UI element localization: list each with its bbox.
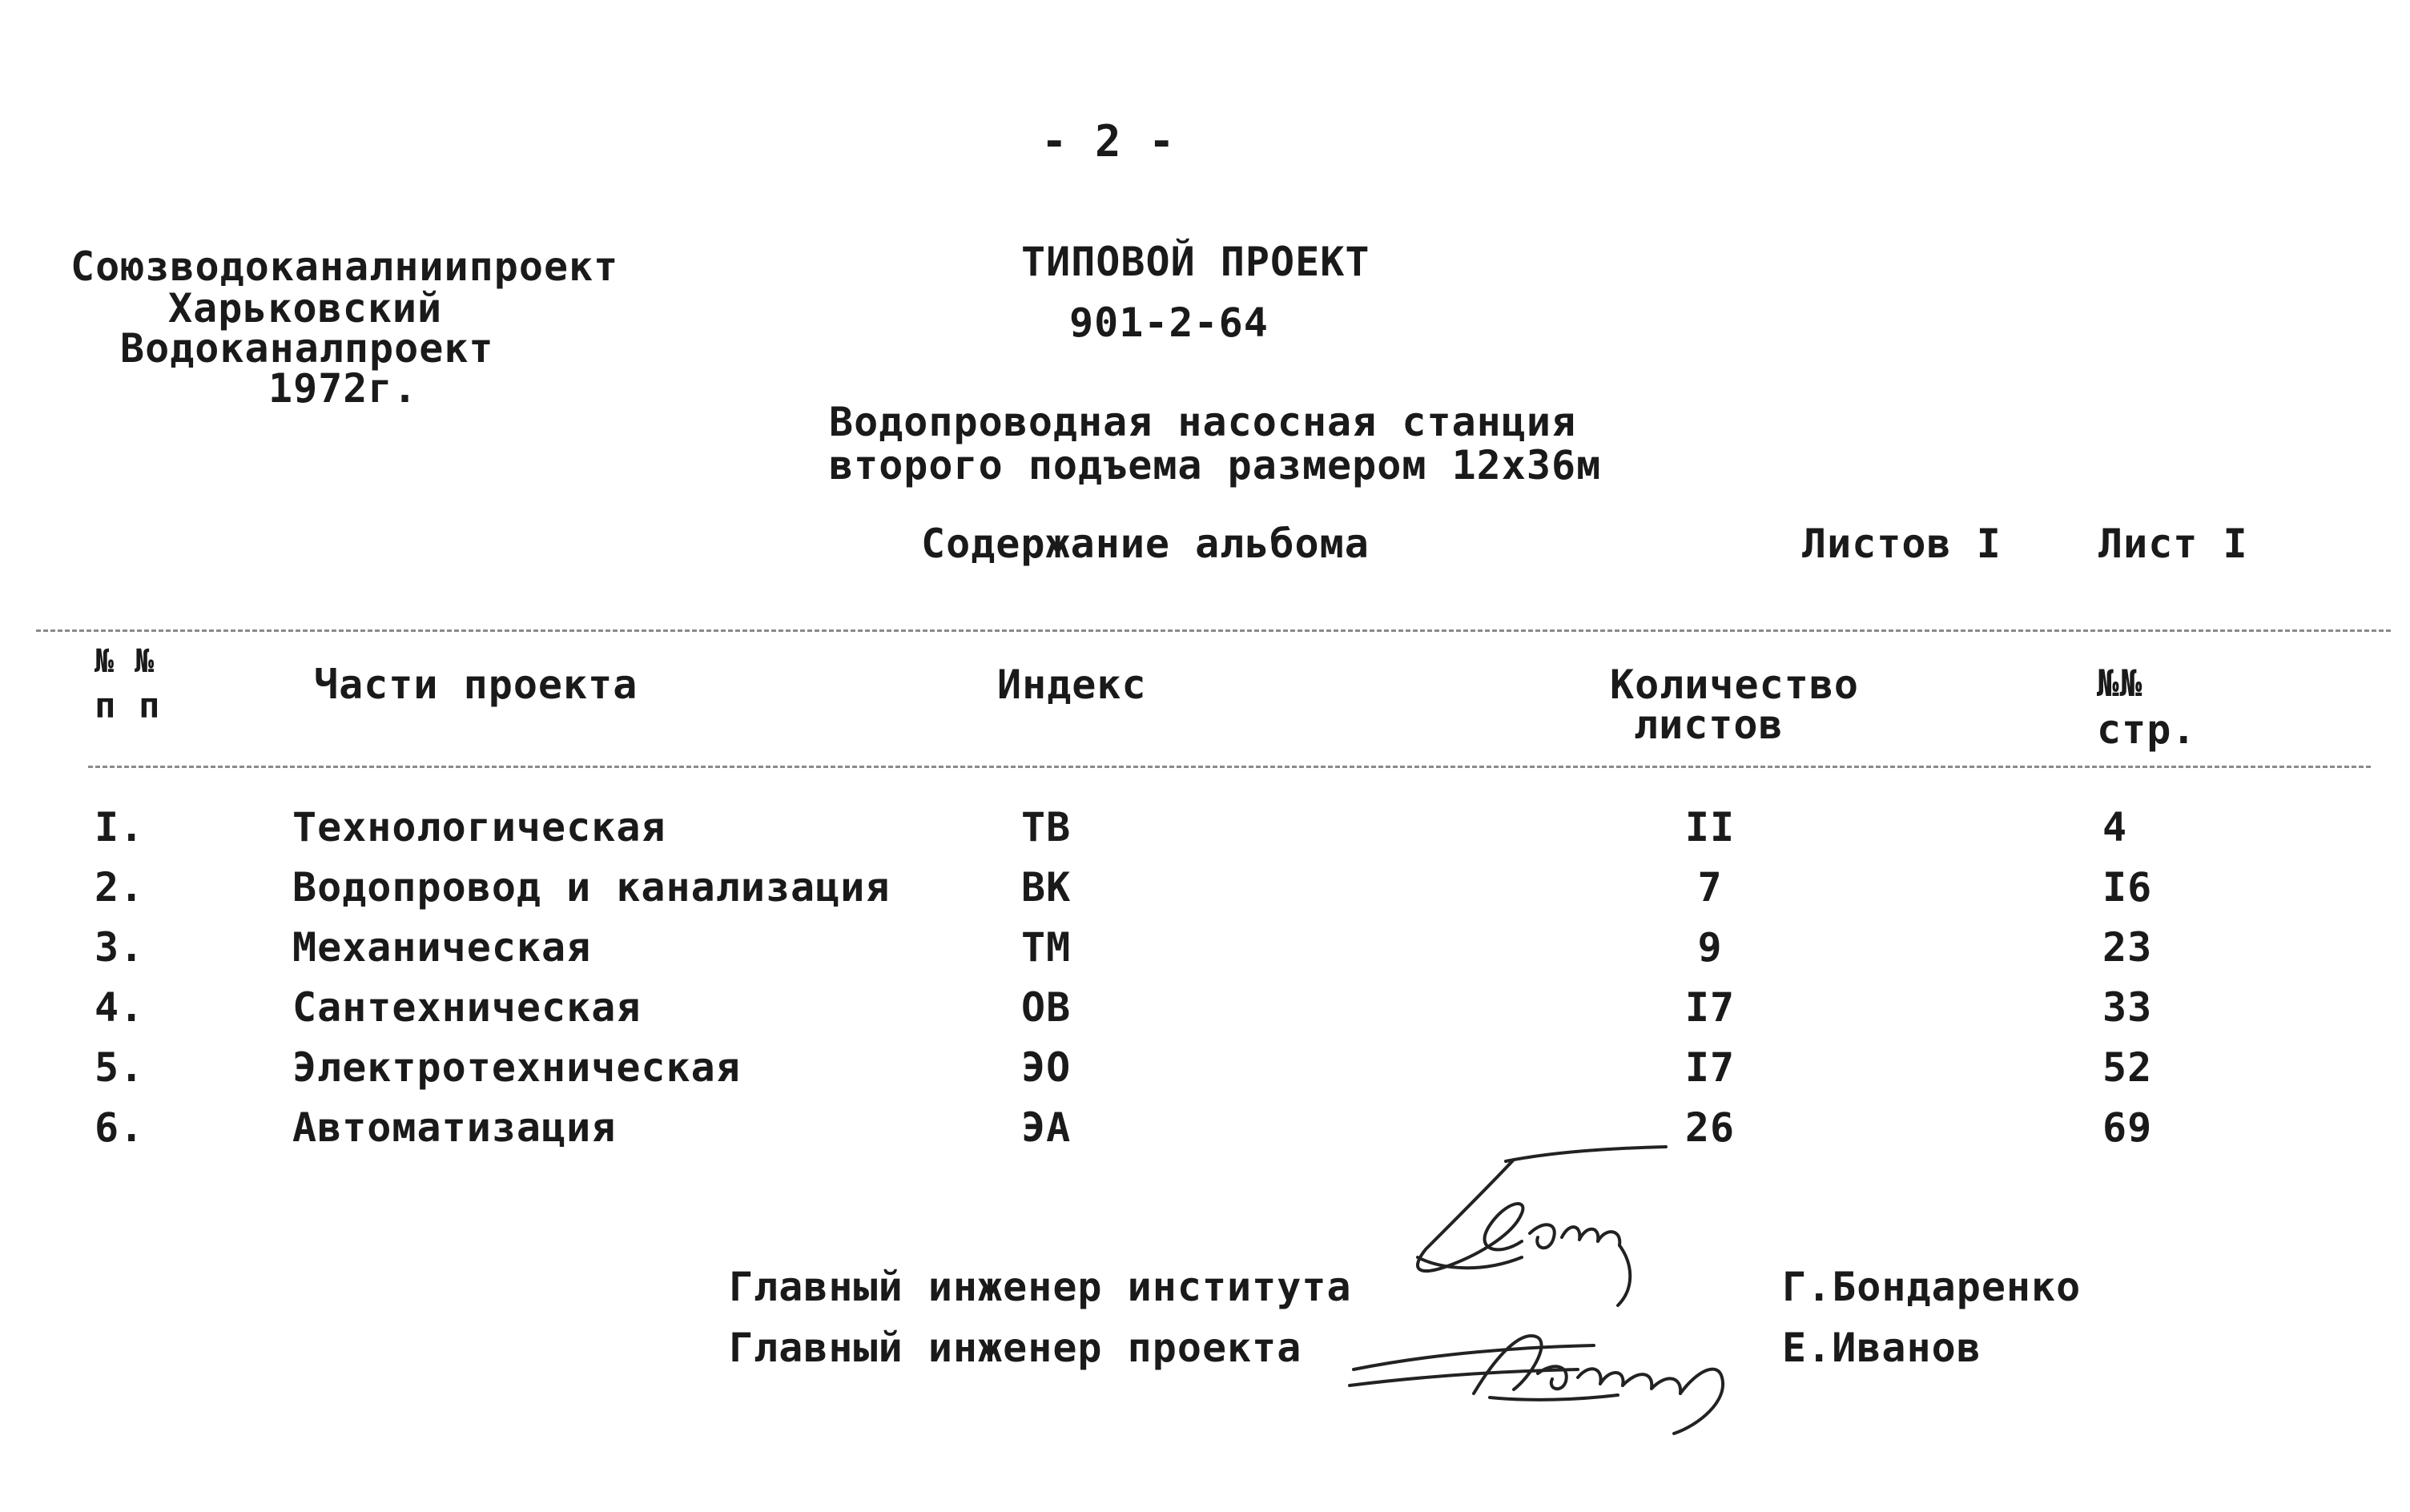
page-number: - 2 - <box>1041 116 1176 167</box>
signature-name-1: Г.Бондаренко <box>1782 1264 2082 1310</box>
row-part: Водопровод и канализация <box>292 864 891 911</box>
row-index: ТВ <box>1021 804 1072 850</box>
row-index: ТМ <box>1021 924 1072 971</box>
row-count: I7 <box>1684 1044 1736 1091</box>
project-title-line2: второго подъема размером 12х36м <box>829 442 1602 489</box>
header-num-line1: № № <box>95 643 155 680</box>
signature-name-2: Е.Иванов <box>1782 1325 1982 1371</box>
header-count-line1: Количество <box>1610 662 1860 708</box>
header-num-line2: п п <box>95 686 161 726</box>
row-count: I7 <box>1684 984 1736 1031</box>
row-num: 5. <box>95 1044 145 1091</box>
header-page-line2: стр. <box>2097 706 2197 753</box>
row-index: ЭО <box>1021 1044 1072 1091</box>
row-page: 69 <box>2102 1104 2153 1151</box>
project-number: 901-2-64 <box>1069 300 1269 346</box>
row-part: Электротехническая <box>292 1044 741 1091</box>
table-header-divider <box>88 766 2371 768</box>
row-num: 2. <box>95 864 145 911</box>
row-index: ОВ <box>1021 984 1072 1031</box>
signature-role-2: Главный инженер проекта <box>729 1325 1302 1371</box>
organization-line2: Харьковский <box>168 285 443 332</box>
row-num: I. <box>95 804 145 850</box>
row-index: ЭА <box>1021 1104 1072 1151</box>
row-part: Механическая <box>292 924 592 971</box>
organization-year: 1972г. <box>268 365 418 412</box>
contents-title: Содержание альбома <box>921 521 1370 567</box>
row-count: 26 <box>1684 1104 1736 1151</box>
row-page: 4 <box>2102 804 2128 850</box>
row-page: 33 <box>2102 984 2153 1031</box>
row-count: 9 <box>1697 924 1723 971</box>
header-index: Индекс <box>997 662 1147 708</box>
row-part: Технологическая <box>292 804 666 850</box>
project-title-line1: Водопроводная насосная станция <box>829 399 1577 445</box>
row-part: Автоматизация <box>292 1104 617 1151</box>
row-count: 7 <box>1697 864 1723 911</box>
row-count: II <box>1684 804 1736 850</box>
sheets-total: Листов I <box>1802 521 2002 567</box>
row-page: 52 <box>2102 1044 2153 1091</box>
header-count-line2: листов <box>1634 702 1784 748</box>
row-num: 3. <box>95 924 145 971</box>
signature-scribble-1 <box>1394 1137 1682 1313</box>
signature-role-1: Главный инженер института <box>729 1264 1352 1310</box>
project-label: ТИПОВОЙ ПРОЕКТ <box>1021 239 1370 285</box>
signature-scribble-2 <box>1338 1305 1754 1442</box>
row-page: I6 <box>2102 864 2153 911</box>
row-num: 4. <box>95 984 145 1031</box>
row-page: 23 <box>2102 924 2153 971</box>
row-part: Сантехническая <box>292 984 642 1031</box>
organization-line1: Союзводоканалниипроект <box>70 243 619 290</box>
header-page-line1: №№ <box>2097 662 2143 705</box>
sheet-number: Лист I <box>2098 521 2248 567</box>
table-top-divider <box>36 629 2391 632</box>
row-index: ВК <box>1021 864 1072 911</box>
header-part: Части проекта <box>314 662 638 708</box>
organization-line3: Водоканалпроект <box>120 325 494 372</box>
row-num: 6. <box>95 1104 145 1151</box>
